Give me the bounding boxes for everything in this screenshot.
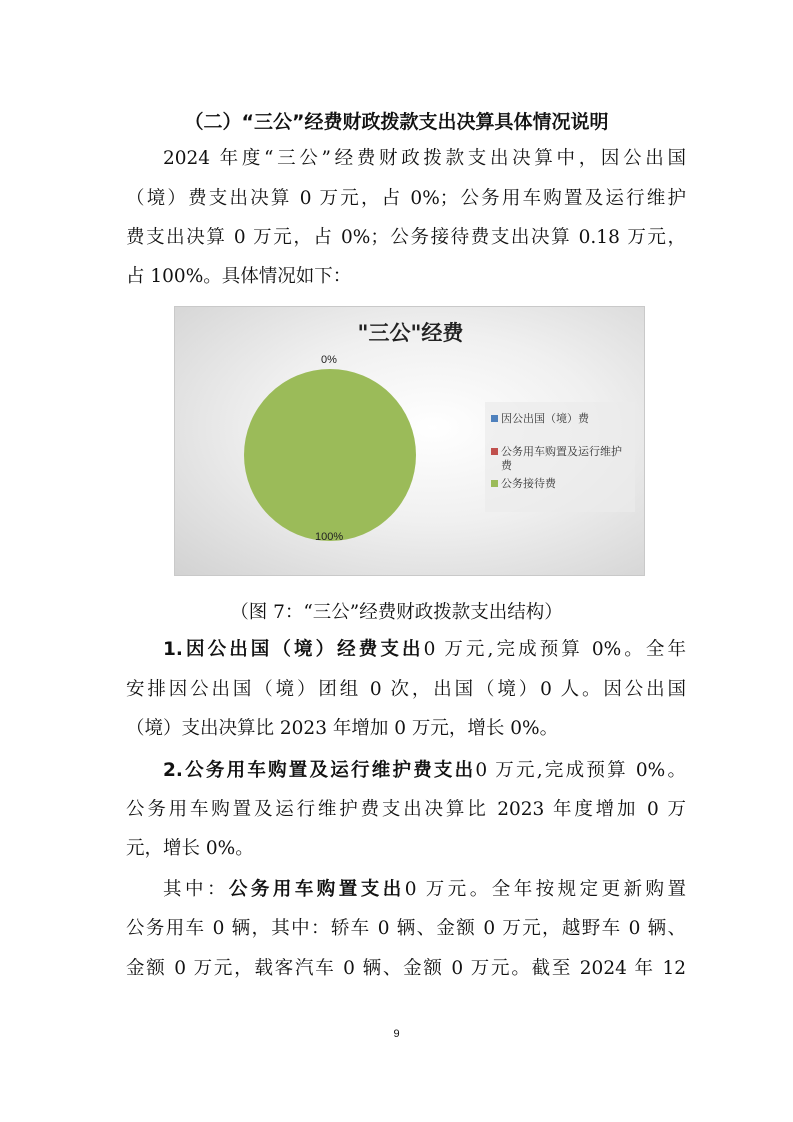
legend-label: 公务接待费 (501, 477, 556, 490)
chart-legend (485, 402, 635, 512)
pie-slice-reception (244, 369, 416, 541)
section3-pre: 其中： (163, 879, 229, 900)
legend-item (489, 412, 633, 426)
section1-text: 0 万元,完成预算 0%。全年 (423, 639, 687, 660)
section-heading: （二）“三公”经费财政拨款支出决算具体情况说明 (184, 111, 609, 133)
section1-line: （境）支出决算比 2023 年增加 0 万元，增长 0%。 (126, 718, 559, 739)
section2-line (163, 759, 686, 783)
section2-line: 公务用车购置及运行维护费支出决算比 2023 年度增加 0 万 (126, 799, 686, 820)
section3-title: 公务用车购置支出 (228, 879, 405, 900)
intro-line: 占 100%。具体情况如下： (126, 266, 352, 287)
section3-line (163, 878, 686, 902)
legend-swatch (491, 448, 498, 455)
page-number: 9 (393, 1028, 400, 1040)
intro-line: 费支出决算 0 万元，占 0%；公务接待费支出决算 0.18 万元， (126, 227, 686, 248)
section2-text: 0 万元,完成预算 0%。 (475, 760, 686, 781)
legend-label: 公务用车购置及运行维护 (501, 445, 622, 458)
data-label-0: 0% (321, 354, 337, 366)
section2-title: 2.公务用车购置及运行维护费支出 (163, 760, 476, 781)
section1-title: 1.因公出国（境）经费支出 (163, 639, 424, 660)
legend-label: 因公出国（境）费 (501, 412, 589, 425)
pie-chart (174, 306, 645, 576)
legend-swatch (491, 415, 498, 422)
section2-line: 元，增长 0%。 (126, 838, 254, 859)
legend-item (489, 477, 633, 491)
chart-title: "三公"经费 (357, 321, 464, 345)
data-label-100: 100% (315, 531, 344, 543)
section3-line: 金额 0 万元，载客汽车 0 辆、金额 0 万元。截至 2024 年 12 (126, 958, 686, 979)
figure-caption: （图 7：“三公”经费财政拨款支出结构） (230, 602, 563, 623)
legend-swatch (491, 480, 498, 487)
intro-line: 2024 年度“三公”经费财政拨款支出决算中，因公出国 (163, 148, 686, 169)
intro-line: （境）费支出决算 0 万元，占 0%；公务用车购置及运行维护 (126, 188, 686, 209)
section3-text: 0 万元。全年按规定更新购置 (404, 879, 686, 900)
legend-label: 费 (501, 459, 512, 472)
section1-line (163, 638, 686, 662)
legend-item (489, 445, 633, 473)
section1-line: 安排因公出国（境）团组 0 次，出国（境）0 人。因公出国 (126, 679, 686, 700)
section3-line: 公务用车 0 辆，其中：轿车 0 辆、金额 0 万元，越野车 0 辆、 (126, 918, 686, 939)
